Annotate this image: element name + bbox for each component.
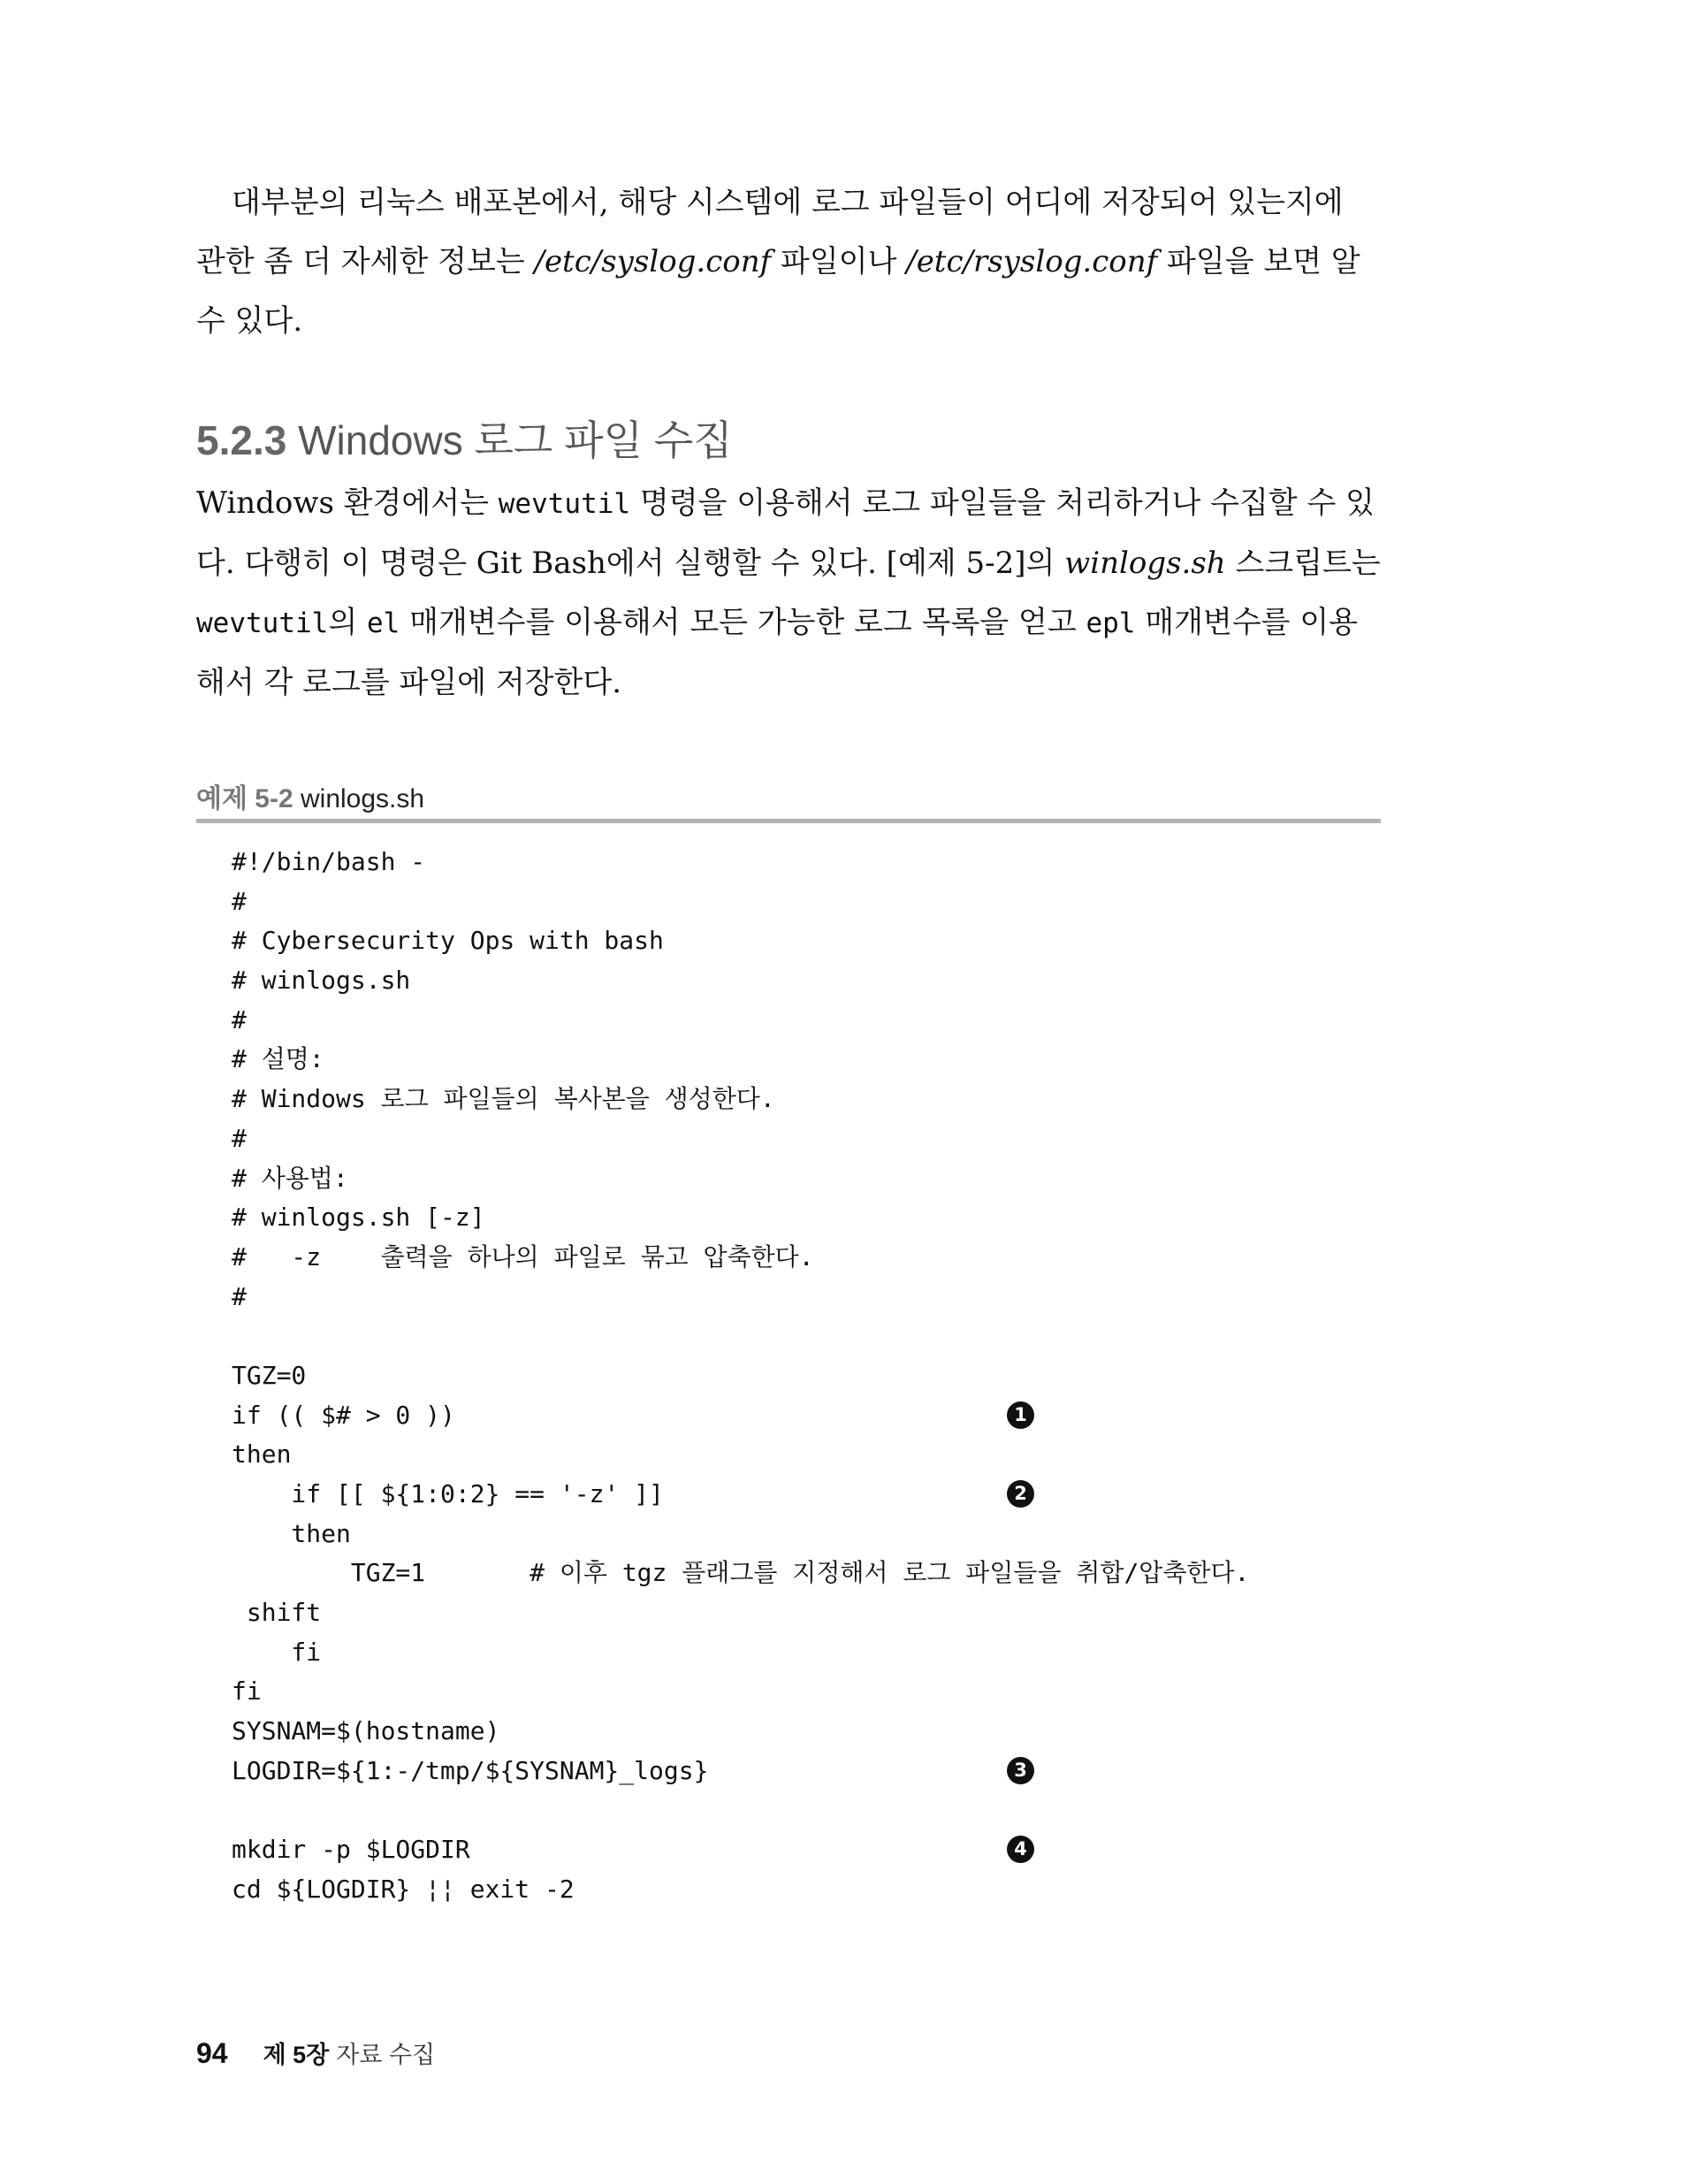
code-line <box>232 1080 1249 1119</box>
code-line <box>232 843 1249 882</box>
example-label: 예제 5-2 <box>196 784 293 813</box>
code-line <box>232 1356 1249 1396</box>
intro-paragraph <box>196 173 1381 351</box>
code-line-text: TGZ=1 # 이후 tgz 플래그를 지정해서 로그 파일들을 취합/압축한다. <box>232 1558 1250 1588</box>
page-footer <box>196 2035 435 2070</box>
callout-marker: 2 <box>1007 1480 1034 1508</box>
page-number: 94 <box>196 2037 228 2069</box>
paragraph-text: 의 <box>328 605 367 640</box>
code-line <box>232 1791 1249 1831</box>
code-line-text: # winlogs.sh [-z] <box>232 1203 485 1233</box>
code-listing <box>232 843 1249 1910</box>
paragraph-text: Windows 환경에서는 <box>196 485 499 521</box>
code-line-text: LOGDIR=${1:-/tmp/${SYSNAM}_logs} <box>232 1755 709 1785</box>
code-line-text: then <box>232 1439 292 1470</box>
inline-code-wevtutil: wevtutil <box>498 488 631 520</box>
code-line-text: # <box>232 1281 247 1311</box>
inline-code-el: el <box>366 607 400 639</box>
code-line <box>232 1001 1249 1041</box>
code-line <box>232 1830 1249 1870</box>
inline-code-wevtutil: wevtutil <box>196 607 329 639</box>
paragraph-text: 파일을 보면 알 수 있다. <box>196 244 1360 339</box>
code-line <box>232 1119 1249 1159</box>
code-line-text: mkdir -p $LOGDIR <box>232 1835 470 1865</box>
paragraph-text: 명령을 이용해서 로그 파일들을 처리하거나 수집할 수 있다. 다행히 이 명령은 Git Bash에서 실행할 수 있다. [예제 5-2]의 <box>196 485 1375 581</box>
paragraph-text: 매개변수를 이용해서 모든 가능한 로그 목록을 얻고 <box>400 605 1086 640</box>
code-line <box>232 1633 1249 1673</box>
callout-marker: 3 <box>1007 1757 1034 1784</box>
code-line-text: # Windows 로그 파일들의 복사본을 생성한다. <box>232 1084 775 1114</box>
code-line-text: # <box>232 886 247 916</box>
paragraph-text: 대부분의 리눅스 배포본에서, 해당 시스템에 로그 파일들이 어디에 저장되어 있는지에 관한 좀 더 자세한 정보는 <box>196 185 1344 279</box>
section-number: 5.2.3 <box>196 417 287 463</box>
code-line <box>232 1238 1249 1278</box>
code-line <box>232 1435 1249 1475</box>
code-line <box>232 1593 1249 1633</box>
code-line <box>232 1554 1249 1593</box>
code-line <box>232 1396 1249 1436</box>
code-line-text: # 설명: <box>232 1044 324 1074</box>
code-line-text: #!/bin/bash - <box>232 847 426 876</box>
code-line <box>232 1159 1249 1199</box>
code-line <box>232 1672 1249 1712</box>
chapter-title: 자료 수집 <box>336 2042 436 2068</box>
code-line-text: # 사용법: <box>232 1163 348 1193</box>
code-line <box>232 882 1249 922</box>
paragraph-text: 파일이나 <box>771 244 907 279</box>
code-line-text: if [[ ${1:0:2} == '-z' ]] <box>232 1479 664 1508</box>
code-line <box>232 1475 1249 1515</box>
section-paragraph <box>196 474 1381 713</box>
syslog-path: /etc/syslog.conf <box>534 244 772 279</box>
code-line-text: # -z 출력을 하나의 파일로 묶고 압축한다. <box>232 1241 814 1271</box>
code-line <box>232 1515 1249 1554</box>
code-line-text: then <box>232 1518 351 1548</box>
code-line-text: if (( $# > 0 )) <box>232 1400 455 1430</box>
code-line <box>232 1752 1249 1791</box>
example-filename: winlogs.sh <box>301 784 425 813</box>
script-name: winlogs.sh <box>1064 546 1226 581</box>
code-line <box>232 921 1249 961</box>
section-title: Windows 로그 파일 수집 <box>298 417 733 463</box>
code-line-text: # Cybersecurity Ops with bash <box>232 926 664 956</box>
code-line-text: fi <box>232 1676 262 1707</box>
chapter-number: 제 5장 <box>263 2042 330 2068</box>
example-caption <box>196 776 424 815</box>
code-line <box>232 1870 1249 1910</box>
paragraph-text: 스크립트는 <box>1225 546 1381 581</box>
callout-marker: 4 <box>1007 1836 1034 1863</box>
callout-marker: 1 <box>1007 1401 1034 1429</box>
section-heading <box>196 409 733 467</box>
caption-divider <box>196 819 1381 823</box>
code-line-text: # winlogs.sh <box>232 966 411 996</box>
code-line <box>232 961 1249 1001</box>
code-line <box>232 1198 1249 1238</box>
rsyslog-path: /etc/rsyslog.conf <box>906 244 1158 279</box>
code-line-text: cd ${LOGDIR} ¦¦ exit -2 <box>232 1874 575 1904</box>
code-line <box>232 1278 1249 1317</box>
code-line <box>232 1040 1249 1080</box>
paragraph-text: 매개변수를 이용해서 각 로그를 파일에 저장한다. <box>196 605 1359 700</box>
code-line-text: # <box>232 1123 247 1153</box>
code-line-text: # <box>232 1004 247 1035</box>
code-line-text: SYSNAM=$(hostname) <box>232 1716 500 1746</box>
inline-code-epl: epl <box>1086 607 1136 639</box>
code-line <box>232 1712 1249 1752</box>
code-line-text: fi <box>232 1637 322 1667</box>
code-line-text: TGZ=0 <box>232 1360 307 1390</box>
code-line <box>232 1317 1249 1356</box>
code-line-text: shift <box>232 1598 322 1628</box>
